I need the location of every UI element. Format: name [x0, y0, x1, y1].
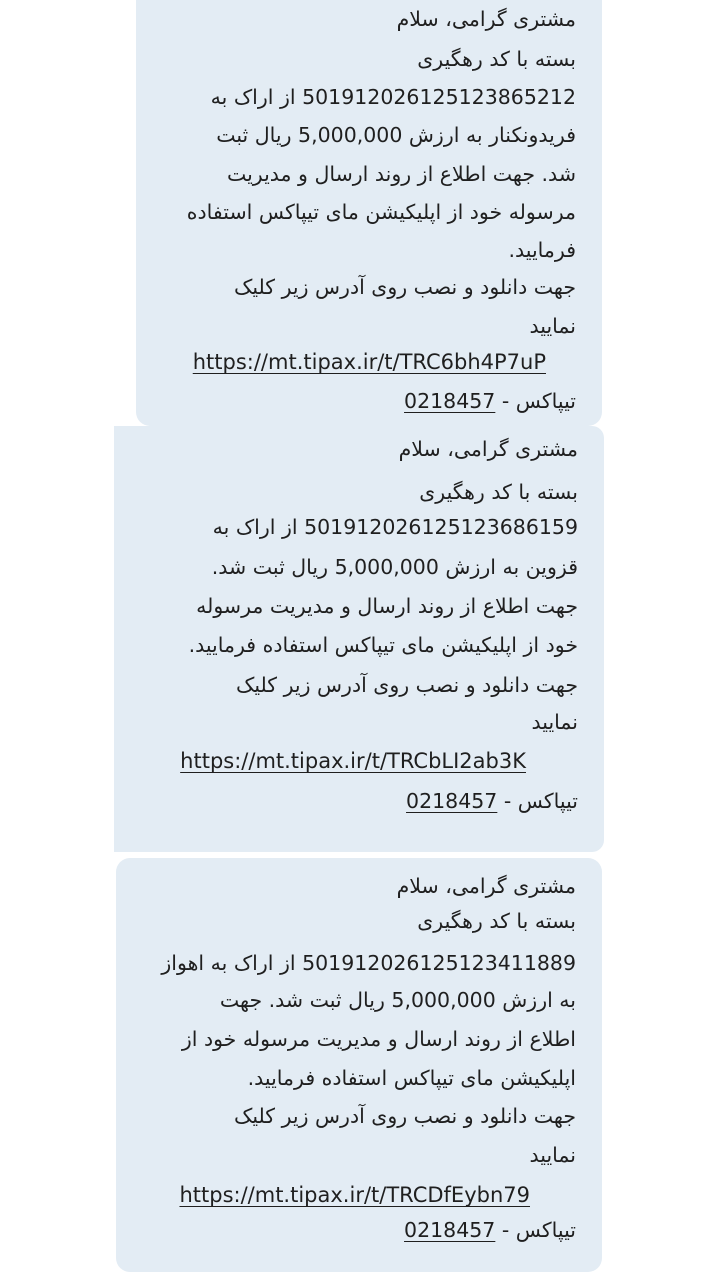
message-line: خود از اپلیکیشن مای تیپاکس استفاده فرمایید.	[188, 633, 578, 657]
message-line: اطلاع از روند ارسال و مدیریت مرسوله خود از	[181, 1027, 576, 1051]
message-line: 501912026125123411889 از اراک به اهواز	[161, 951, 576, 975]
message-line: جهت دانلود و نصب روی آدرس زیر کلیک	[233, 275, 576, 299]
signature	[404, 1211, 576, 1249]
message-line: مشتری گرامی، سلام	[396, 7, 576, 31]
signature-brand: تیپاکس -	[497, 789, 578, 813]
message-line: جهت دانلود و نصب روی آدرس زیر کلیک	[233, 1104, 576, 1128]
message-line: بسته با کد رهگیری	[417, 47, 576, 71]
signature-brand: تیپاکس -	[495, 1218, 576, 1242]
message-line: مشتری گرامی، سلام	[396, 874, 576, 898]
tracking-link[interactable]: https://mt.tipax.ir/t/TRCDfEybn79	[179, 1183, 530, 1207]
message-bubble-3[interactable]	[116, 858, 602, 1272]
message-line: فرمایید.	[508, 238, 576, 262]
signature	[406, 782, 578, 820]
tracking-link[interactable]: https://mt.tipax.ir/t/TRC6bh4P7uP	[192, 350, 546, 374]
message-line: بسته با کد رهگیری	[419, 480, 578, 504]
message-line: نمایید	[531, 710, 578, 734]
message-line: جهت اطلاع از روند ارسال و مدیریت مرسوله	[196, 594, 578, 618]
signature-brand: تیپاکس -	[495, 389, 576, 413]
message-line: نمایید	[529, 314, 576, 338]
message-line: نمایید	[529, 1143, 576, 1167]
message-line: به ارزش 5,000,000 ریال ثبت شد. جهت	[219, 988, 576, 1012]
message-line: فریدونکنار به ارزش 5,000,000 ریال ثبت	[216, 123, 576, 147]
message-line: بسته با کد رهگیری	[417, 909, 576, 933]
message-bubble-2[interactable]	[114, 426, 604, 852]
message-line: 501912026125123686159 از اراک به	[212, 515, 578, 539]
message-line: شد. جهت اطلاع از روند ارسال و مدیریت	[226, 162, 576, 186]
message-line: اپلیکیشن مای تیپاکس استفاده فرمایید.	[247, 1066, 576, 1090]
phone-link[interactable]: 0218457	[404, 1218, 496, 1242]
message-bubble-1[interactable]	[136, 0, 602, 426]
message-line: 501912026125123865212 از اراک به	[210, 85, 576, 109]
phone-link[interactable]: 0218457	[406, 789, 498, 813]
message-line: قزوین به ارزش 5,000,000 ریال ثبت شد.	[211, 555, 578, 579]
message-line: جهت دانلود و نصب روی آدرس زیر کلیک	[235, 673, 578, 697]
tracking-link[interactable]: https://mt.tipax.ir/t/TRCbLI2ab3K	[180, 749, 526, 773]
phone-link[interactable]: 0218457	[404, 389, 496, 413]
signature	[404, 382, 576, 420]
message-line: مشتری گرامی، سلام	[398, 437, 578, 461]
message-line: مرسوله خود از اپلیکیشن مای تیپاکس استفاده	[186, 200, 576, 224]
